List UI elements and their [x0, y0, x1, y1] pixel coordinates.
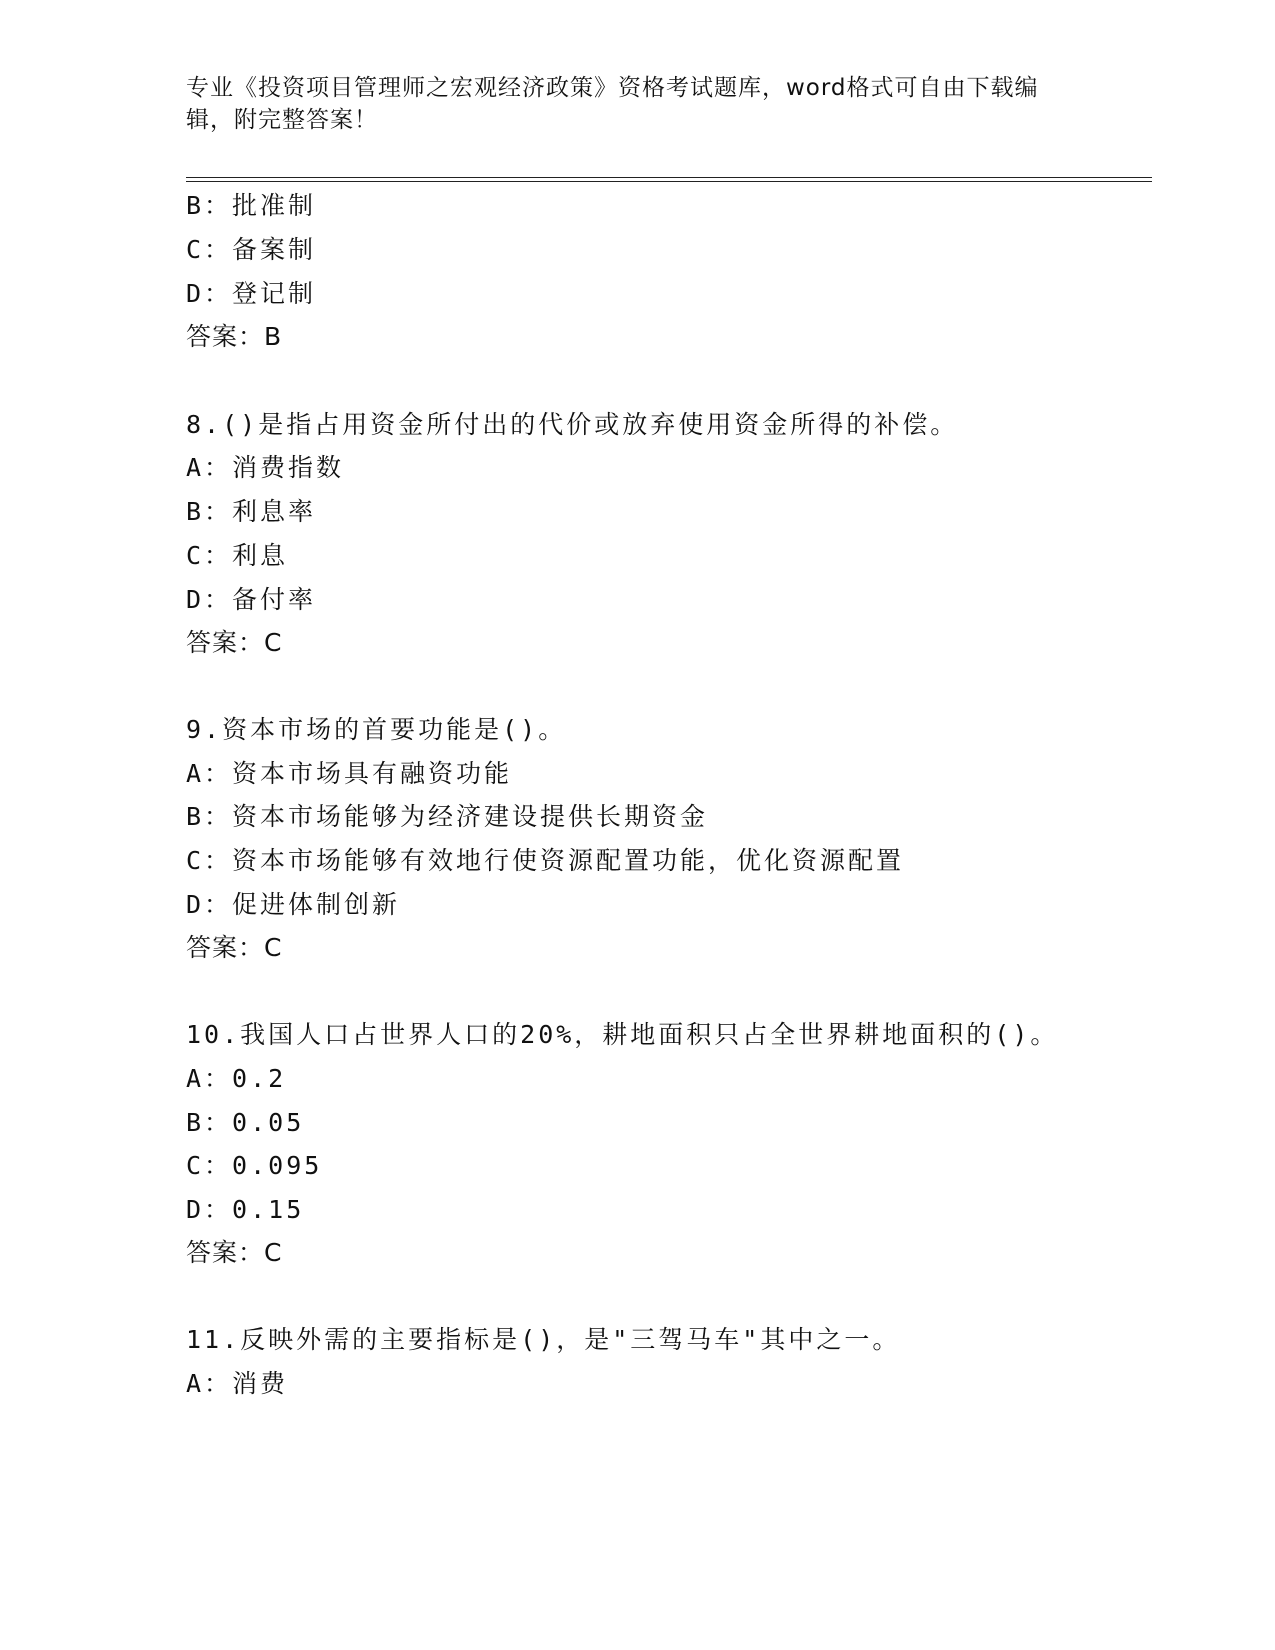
- q9-option-a: A：资本市场具有融资功能: [186, 759, 513, 788]
- q10-answer: 答案：C: [186, 1238, 283, 1267]
- header-rule-top: [186, 177, 1152, 178]
- q9-option-c: C：资本市场能够有效地行使资源配置功能，优化资源配置: [186, 846, 905, 875]
- q8-stem: 8.()是指占用资金所付出的代价或放弃使用资金所得的补偿。: [186, 410, 959, 439]
- q8-answer: 答案：C: [186, 628, 283, 657]
- q10-stem: 10.我国人口占世界人口的20%，耕地面积只占全世界耕地面积的()。: [186, 1020, 1059, 1049]
- q11-stem: 11.反映外需的主要指标是()，是"三驾马车"其中之一。: [186, 1325, 901, 1354]
- q8-option-b: B：利息率: [186, 497, 317, 526]
- q9-option-d: D：促进体制创新: [186, 890, 401, 919]
- q8-option-c: C：利息: [186, 541, 289, 570]
- q9-option-b: B：资本市场能够为经济建设提供长期资金: [186, 802, 709, 831]
- q7-option-c: C：备案制: [186, 235, 317, 264]
- q8-option-d: D：备付率: [186, 585, 317, 614]
- q7-option-d: D：登记制: [186, 279, 317, 308]
- q7-option-b: B：批准制: [186, 191, 317, 220]
- q9-stem: 9.资本市场的首要功能是()。: [186, 715, 567, 744]
- q10-option-d: D：0.15: [186, 1195, 305, 1224]
- q10-option-c: C：0.095: [186, 1151, 323, 1180]
- q7-answer: 答案：B: [186, 322, 283, 351]
- q11-option-a: A：消费: [186, 1369, 289, 1398]
- document-header: 专业《投资项目管理师之宏观经济政策》资格考试题库，word格式可自由下载编辑，附完整答案！: [186, 75, 1039, 133]
- q9-answer: 答案：C: [186, 933, 283, 962]
- q10-option-a: A：0.2: [186, 1064, 287, 1093]
- header-rule-bottom: [186, 181, 1152, 182]
- q8-option-a: A：消费指数: [186, 453, 345, 482]
- q10-option-b: B：0.05: [186, 1108, 305, 1137]
